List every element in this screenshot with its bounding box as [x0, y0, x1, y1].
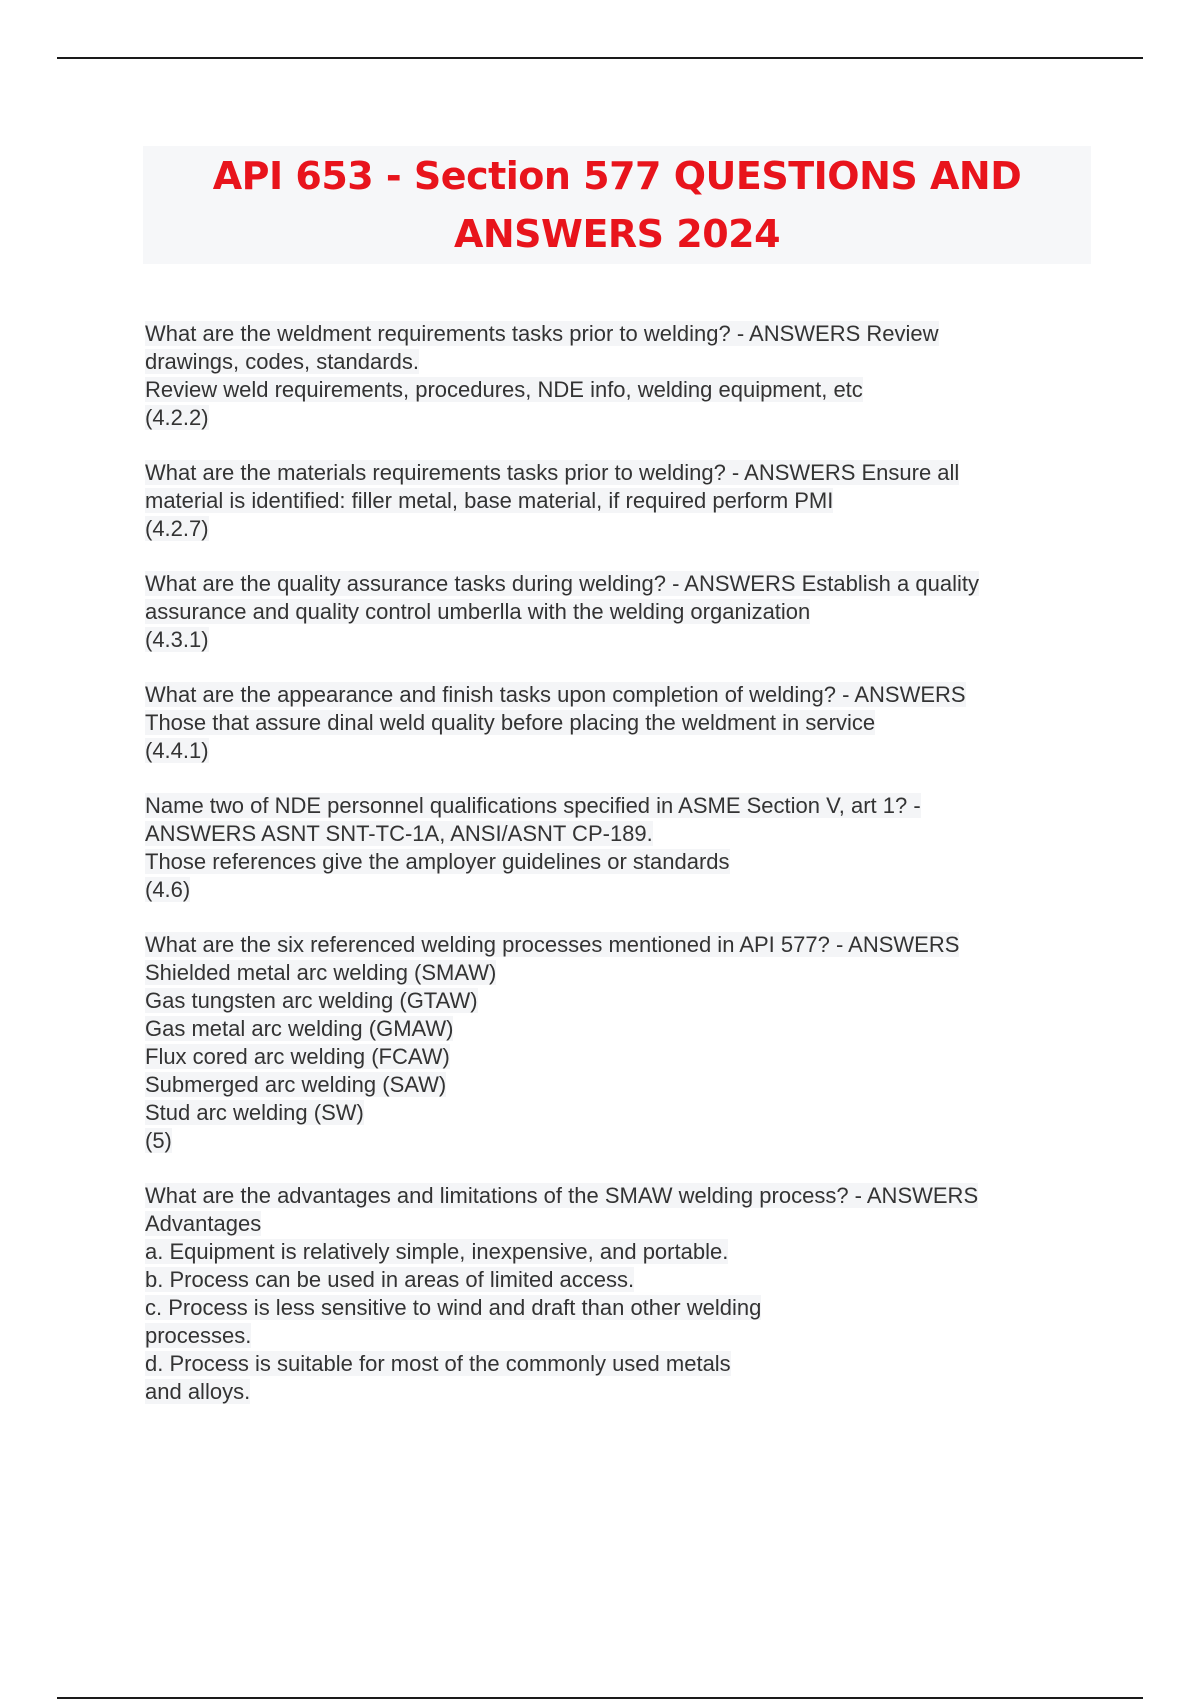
qa-line [145, 404, 1085, 432]
qa-line-text: processes. [145, 1323, 252, 1348]
qa-line [145, 1015, 1085, 1043]
qa-item [145, 320, 1085, 432]
qa-line-text: What are the weldment requirements tasks prior to welding? - ANSWERS Review [145, 321, 939, 346]
qa-line-text: Gas metal arc welding (GMAW) [145, 1016, 454, 1041]
qa-line-text: c. Process is less sensitive to wind and draft than other welding [145, 1295, 762, 1320]
qa-line [145, 1043, 1085, 1071]
qa-line-text: What are the six referenced welding processes mentioned in API 577? - ANSWERS [145, 932, 960, 957]
qa-line [145, 1099, 1085, 1127]
qa-line-text: Advantages [145, 1211, 262, 1236]
qa-line-text: and alloys. [145, 1379, 251, 1404]
qa-line [145, 348, 1085, 376]
qa-line [145, 1294, 1085, 1322]
qa-line [145, 1266, 1085, 1294]
qa-line-text: drawings, codes, standards. [145, 349, 419, 374]
qa-line-text: Flux cored arc welding (FCAW) [145, 1044, 450, 1069]
qa-line-text: Submerged arc welding (SAW) [145, 1072, 447, 1097]
qa-item [145, 459, 1085, 543]
qa-line [145, 1350, 1085, 1378]
qa-line-text: (4.2.2) [145, 405, 209, 430]
qa-line-text: What are the advantages and limitations of the SMAW welding process? - ANSWERS [145, 1183, 979, 1208]
qa-line [145, 626, 1085, 654]
qa-line-text: What are the materials requirements tasks prior to welding? - ANSWERS Ensure all [145, 460, 960, 485]
qa-line [145, 376, 1085, 404]
qa-line-text: What are the quality assurance tasks during welding? - ANSWERS Establish a quality [145, 571, 979, 596]
qa-line-text: What are the appearance and finish tasks upon completion of welding? - ANSWERS [145, 682, 966, 707]
qa-line [145, 1238, 1085, 1266]
qa-line [145, 931, 1085, 959]
qa-line-text: b. Process can be used in areas of limited access. [145, 1267, 635, 1292]
qa-line [145, 598, 1085, 626]
document-title-line-1: API 653 - Section 577 QUESTIONS AND [212, 154, 1022, 198]
qa-line [145, 709, 1085, 737]
qa-line-text: Name two of NDE personnel qualifications specified in ASME Section V, art 1? - [145, 793, 921, 818]
qa-item [145, 1182, 1085, 1406]
qa-line [145, 987, 1085, 1015]
qa-line-text: (4.2.7) [145, 516, 209, 541]
qa-line [145, 515, 1085, 543]
qa-line-text: Those that assure dinal weld quality before placing the weldment in service [145, 710, 876, 735]
title-banner [143, 146, 1091, 264]
qa-line-text: (5) [145, 1128, 172, 1153]
qa-line [145, 320, 1085, 348]
qa-line-text: Review weld requirements, procedures, NDE info, welding equipment, etc [145, 377, 863, 402]
qa-line-text: Shielded metal arc welding (SMAW) [145, 960, 497, 985]
qa-item [145, 931, 1085, 1155]
qa-line [145, 487, 1085, 515]
qa-line-text: Those references give the amployer guidelines or standards [145, 849, 730, 874]
qa-line [145, 737, 1085, 765]
qa-line-text: (4.6) [145, 877, 191, 902]
qa-line-text: Stud arc welding (SW) [145, 1100, 364, 1125]
document-title-line-2: ANSWERS 2024 [453, 212, 781, 256]
top-rule [57, 57, 1143, 59]
qa-line [145, 792, 1085, 820]
qa-line [145, 570, 1085, 598]
qa-line-text: (4.4.1) [145, 738, 209, 763]
qa-item [145, 681, 1085, 765]
qa-item [145, 570, 1085, 654]
qa-item [145, 792, 1085, 904]
qa-line-text: material is identified: filler metal, base material, if required perform PMI [145, 488, 834, 513]
bottom-rule [57, 1697, 1143, 1699]
qa-list [145, 320, 1085, 1433]
qa-line [145, 876, 1085, 904]
qa-line-text: d. Process is suitable for most of the commonly used metals [145, 1351, 731, 1376]
qa-line [145, 1378, 1085, 1406]
qa-line [145, 959, 1085, 987]
qa-line [145, 459, 1085, 487]
qa-line [145, 1127, 1085, 1155]
qa-line [145, 1322, 1085, 1350]
qa-line [145, 848, 1085, 876]
qa-line [145, 1071, 1085, 1099]
qa-line [145, 681, 1085, 709]
qa-line [145, 1210, 1085, 1238]
qa-line-text: assurance and quality control umberlla with the welding organization [145, 599, 811, 624]
qa-line [145, 820, 1085, 848]
qa-line-text: (4.3.1) [145, 627, 209, 652]
qa-line-text: Gas tungsten arc welding (GTAW) [145, 988, 478, 1013]
qa-line-text: ANSWERS ASNT SNT-TC-1A, ANSI/ASNT CP-189. [145, 821, 653, 846]
qa-line-text: a. Equipment is relatively simple, inexpensive, and portable. [145, 1239, 729, 1264]
qa-line [145, 1182, 1085, 1210]
